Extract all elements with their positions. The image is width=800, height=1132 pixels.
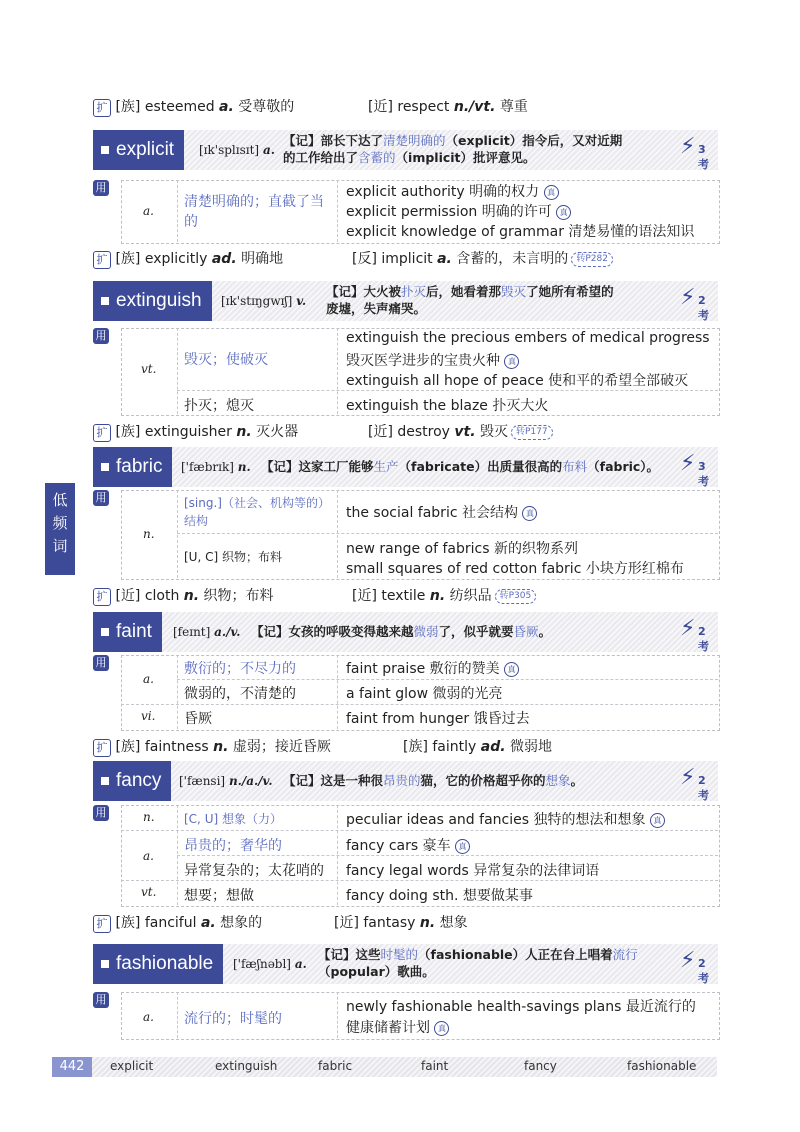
expand-icon: 扩 — [93, 424, 111, 442]
real-exam-icon: 真 — [544, 185, 559, 200]
meaning: [C, U] 想象（力） — [184, 812, 282, 826]
headword: fabric — [93, 447, 172, 487]
exam-count-badge: ⚡ 2考 — [680, 616, 709, 653]
example: small squares of red cotton fabric 小块方形红棉布 — [346, 561, 684, 577]
meaning: [U, C] 织物；布料 — [184, 550, 282, 564]
meaning: 敷衍的；不尽力的 — [184, 661, 296, 677]
phonetic: ['fæʃnəbl] a. — [233, 957, 307, 971]
example: 毁灭医学进步的宝贵火种 真 — [346, 350, 519, 370]
usage-icon: 用 — [93, 655, 109, 671]
meaning: 扑灭；熄灭 — [184, 398, 254, 414]
synonym-row: 扩 [近] cloth n. 织物；布料 — [93, 585, 274, 606]
phonetic: [feɪnt] a./v. — [173, 625, 241, 639]
exam-count-badge: ⚡ 2考 — [680, 948, 709, 985]
family-row: 扩 [族] explicitly ad. 明确地 — [93, 248, 283, 269]
exam-count-badge: ⚡ 3考 — [680, 134, 709, 171]
footer-word: fancy — [524, 1059, 557, 1073]
example: fancy legal words 异常复杂的法律词语 — [346, 863, 600, 879]
headword: fashionable — [93, 944, 223, 984]
lightning-icon: ⚡ — [680, 134, 696, 159]
phonetic: [ɪk'stɪŋgwɪʃ] v. — [221, 294, 307, 308]
family-row: 扩 [族] faintness n. 虚弱；接近昏厥 — [93, 736, 331, 757]
footer-word: extinguish — [215, 1059, 278, 1073]
example: 健康储蓄计划 真 — [346, 1017, 449, 1037]
example: extinguish the blaze 扑灭大火 — [346, 398, 549, 414]
entry-header-faint — [93, 612, 718, 652]
related-words-row — [93, 96, 294, 117]
footer-word: fabric — [318, 1059, 353, 1073]
headword: explicit — [93, 130, 184, 170]
footer-word: explicit — [110, 1059, 154, 1073]
family-row: 扩 [族] fanciful a. 想象的 — [93, 912, 262, 933]
synonym-row: [近] textile n. 纺织品 转P305 — [352, 585, 536, 605]
pos-label: a. — [143, 1010, 154, 1024]
expand-icon: 扩 — [93, 915, 111, 933]
lightning-icon: ⚡ — [680, 451, 696, 476]
example: explicit knowledge of grammar 清楚易懂的语法知识 — [346, 224, 695, 240]
lightning-icon: ⚡ — [680, 765, 696, 790]
memory-tip: 【记】部长下达了清楚明确的（explicit）指令后，又对近期 的工作给出了含蓄的（implicit）批评意见。 — [283, 133, 623, 165]
meaning: [sing.]（社会、机构等的）结构 — [184, 496, 330, 528]
exam-count-badge: ⚡ 2考 — [680, 285, 709, 322]
example: faint praise 敷衍的赞美 真 — [346, 658, 519, 678]
pos-label: vi. — [141, 709, 156, 723]
entry-header-fancy — [93, 761, 718, 801]
meaning: 昂贵的；奢华的 — [184, 838, 282, 854]
example: explicit authority 明确的权力 真 — [346, 181, 559, 201]
entry-header-fashionable — [93, 944, 718, 984]
real-exam-icon: 真 — [434, 1021, 449, 1036]
real-exam-icon: 真 — [504, 662, 519, 677]
phonetic: ['fænsi] n./a./v. — [179, 774, 273, 788]
antonym-row: [反] implicit a. 含蓄的，未言明的 转P282 — [352, 248, 613, 268]
real-exam-icon: 真 — [455, 839, 470, 854]
pos-label: n. — [143, 810, 155, 824]
pos-label: n. — [143, 527, 155, 541]
usage-icon: 用 — [93, 805, 109, 821]
real-exam-icon: 真 — [504, 354, 519, 369]
entry-header-fabric — [93, 447, 718, 487]
phonetic: [ɪk'splɪsɪt] a. — [199, 143, 275, 157]
entry-header-extinguish — [93, 281, 718, 321]
family-row: [族] faintly ad. 微弱地 — [403, 739, 553, 755]
expand-icon: 扩 — [93, 739, 111, 757]
example: a faint glow 微弱的光亮 — [346, 686, 503, 702]
example: extinguish all hope of peace 使和平的希望全部破灭 — [346, 373, 689, 389]
meaning: 异常复杂的；太花哨的 — [184, 863, 324, 879]
family-word: [族] esteemed a. 受尊敬的 — [115, 99, 295, 115]
pos-label: a. — [143, 672, 154, 686]
example: fancy doing sth. 想要做某事 — [346, 888, 533, 904]
memory-tip: 【记】这家工厂能够生产（fabricate）出质量很高的布料（fabric）。 — [261, 459, 660, 474]
usage-icon: 用 — [93, 490, 109, 506]
example: the social fabric 社会结构 真 — [346, 502, 537, 522]
entry-header-explicit — [93, 130, 718, 170]
synonym-row: [近] fantasy n. 想象 — [334, 915, 468, 931]
headword: extinguish — [93, 281, 212, 321]
lightning-icon: ⚡ — [680, 948, 696, 973]
real-exam-icon: 真 — [522, 506, 537, 521]
expand-icon: 扩 — [93, 588, 111, 606]
page-reference: 转P177 — [511, 425, 553, 440]
memory-tip: 【记】这些时髦的（fashionable）人正在台上唱着流行 （popular）歌曲。 — [318, 947, 638, 979]
example: newly fashionable health-savings plans 最近流行的 — [346, 999, 696, 1015]
example: fancy cars 豪车 真 — [346, 835, 470, 855]
pos-label: vt. — [141, 362, 157, 376]
pos-label: a. — [143, 204, 154, 218]
usage-icon: 用 — [93, 328, 109, 344]
synonym-row: [近] destroy vt. 毁灭 转P177 — [368, 421, 553, 441]
pos-label: a. — [143, 849, 154, 863]
usage-icon: 用 — [93, 180, 109, 196]
lightning-icon: ⚡ — [680, 285, 696, 310]
expand-icon: 扩 — [93, 99, 111, 117]
phonetic: ['fæbrɪk] n. — [181, 460, 251, 474]
meaning: 流行的；时髦的 — [184, 1011, 282, 1027]
expand-icon: 扩 — [93, 251, 111, 269]
page-reference: 转P282 — [571, 252, 613, 267]
pos-label: vt. — [141, 885, 157, 899]
meaning: 昏厥 — [184, 711, 212, 727]
example: extinguish the precious embers of medical progress — [346, 330, 710, 346]
memory-tip: 【记】这是一种很昂贵的猫，它的价格超乎你的想象。 — [283, 773, 584, 788]
real-exam-icon: 真 — [556, 205, 571, 220]
section-tab: 低 频 词 — [45, 483, 75, 575]
family-row: 扩 [族] extinguisher n. 灭火器 — [93, 421, 298, 442]
real-exam-icon: 真 — [650, 813, 665, 828]
meaning: 微弱的，不清楚的 — [184, 686, 296, 702]
example: new range of fabrics 新的织物系列 — [346, 541, 578, 557]
footer-word: fashionable — [627, 1059, 697, 1073]
meaning: 毁灭；使破灭 — [184, 352, 268, 368]
usage-icon: 用 — [93, 992, 109, 1008]
example: peculiar ideas and fancies 独特的想法和想象 真 — [346, 809, 665, 829]
headword: faint — [93, 612, 162, 652]
exam-count-badge: ⚡ 3考 — [680, 451, 709, 488]
meaning: 想要；想做 — [184, 888, 254, 904]
lightning-icon: ⚡ — [680, 616, 696, 641]
memory-tip: 【记】女孩的呼吸变得越来越微弱了，似乎就要昏厥。 — [251, 624, 552, 639]
headword: fancy — [93, 761, 171, 801]
example: faint from hunger 饿昏过去 — [346, 711, 530, 727]
footer-word: faint — [421, 1059, 449, 1073]
page-number: 442 — [52, 1057, 92, 1077]
synonym-word: [近] respect n./vt. 尊重 — [368, 99, 528, 115]
exam-count-badge: ⚡ 2考 — [680, 765, 709, 802]
page-reference: 转P305 — [495, 589, 537, 604]
memory-tip: 【记】大火被扑灭后，她看着那毁灭了她所有希望的 废墟，失声痛哭。 — [326, 284, 614, 316]
meaning: 清楚明确的；直截了当的 — [184, 194, 324, 230]
example: explicit permission 明确的许可 真 — [346, 201, 571, 221]
